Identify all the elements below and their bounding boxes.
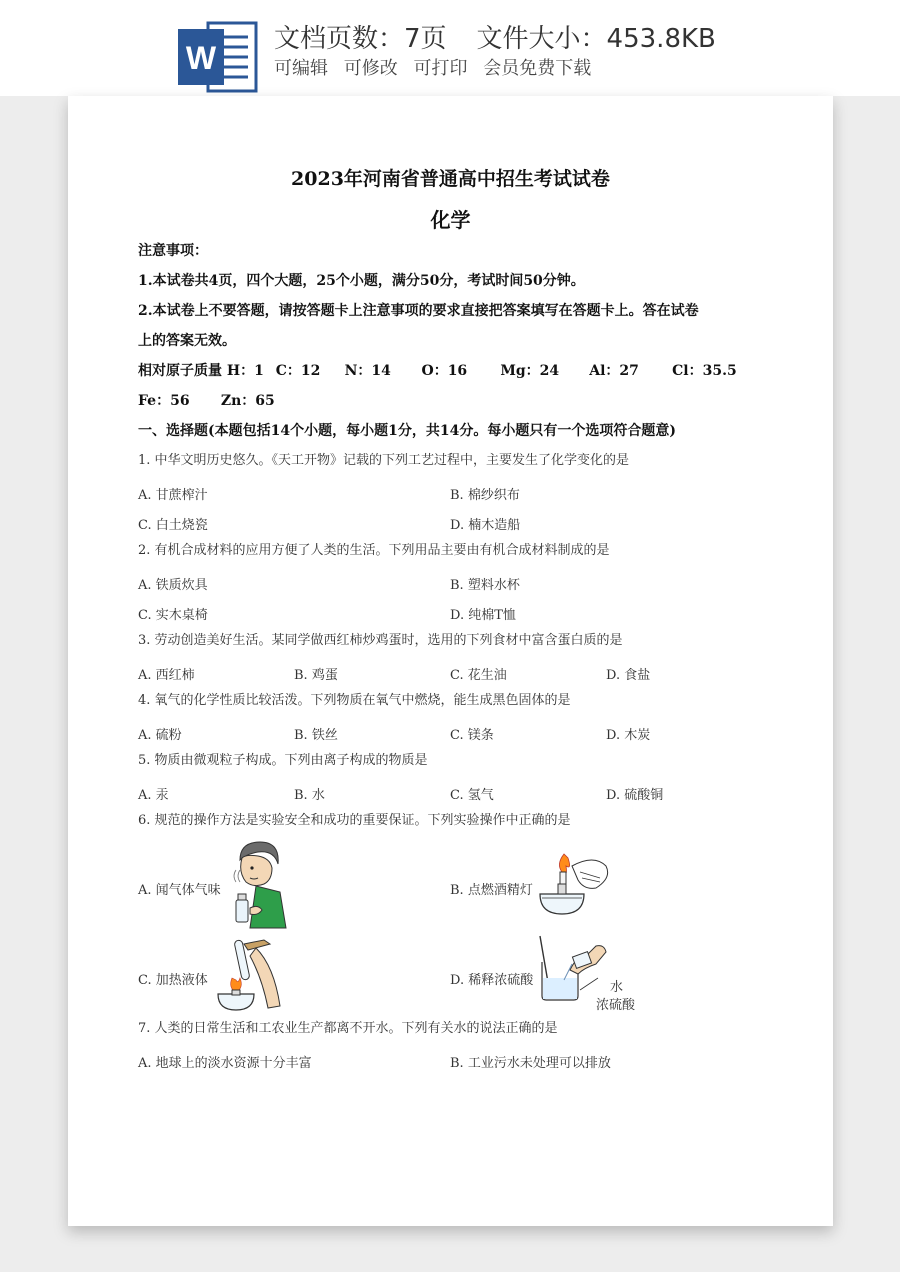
- question-4-stem: 4. 氧气的化学性质比较活泼。下列物质在氧气中燃烧，能生成黑色固体的是: [138, 693, 571, 708]
- smell-gas-illustration: [228, 838, 290, 930]
- mass-cl: Cl：35.5: [672, 363, 737, 379]
- mass-zn: Zn：65: [220, 393, 275, 409]
- notice-item-2-cont: 上的答案无效。: [138, 333, 236, 349]
- q2-option-a: A. 铁质炊具: [138, 578, 208, 593]
- q3-option-c: C. 花生油: [450, 668, 507, 683]
- atomic-masses-row-1: [138, 364, 737, 378]
- q1-option-b: B. 棉纱织布: [450, 488, 520, 503]
- mass-n: N：14: [344, 363, 391, 379]
- question-5-stem: 5. 物质由微观粒子构成。下列由离子构成的物质是: [138, 753, 428, 768]
- mass-fe: Fe：56: [138, 393, 190, 409]
- question-1-stem: 1. 中华文明历史悠久。《天工开物》记载的下列工艺过程中，主要发生了化学变化的是: [138, 453, 630, 468]
- atomic-mass-label: 相对原子质量: [138, 363, 222, 379]
- question-2-stem: 2. 有机合成材料的应用方便了人类的生活。下列用品主要由有机合成材料制成的是: [138, 543, 610, 558]
- q5-option-c: C. 氢气: [450, 788, 494, 803]
- q5-option-b: B. 水: [294, 788, 325, 803]
- file-info: [274, 18, 716, 55]
- feature-editable: 可编辑: [274, 58, 328, 79]
- q5-option-d: D. 硫酸铜: [606, 788, 664, 803]
- q3-option-a: A. 西红柿: [138, 668, 195, 683]
- q6-option-b: B. 点燃酒精灯: [450, 883, 533, 898]
- q4-option-d: D. 木炭: [606, 728, 651, 743]
- q2-option-d: D. 纯棉T恤: [450, 608, 516, 623]
- q1-option-c: C. 白土烧瓷: [138, 518, 208, 533]
- feature-modifiable: 可修改: [343, 58, 398, 79]
- figure-d-label-acid: 浓硫酸: [596, 998, 636, 1013]
- page-count: 文档页数：7页: [274, 24, 447, 54]
- feature-list: [274, 54, 601, 80]
- q2-option-c: C. 实木桌椅: [138, 608, 208, 623]
- q4-option-a: A. 硫粉: [138, 728, 182, 743]
- mass-al: Al：27: [589, 363, 639, 379]
- q3-option-b: B. 鸡蛋: [294, 668, 338, 683]
- feature-member-download[interactable]: 会员免费下载: [483, 58, 592, 79]
- heat-liquid-illustration: [204, 934, 288, 1014]
- download-banner: [0, 0, 900, 96]
- alcohol-lamp-illustration: [534, 848, 614, 920]
- question-3-stem: 3. 劳动创造美好生活。某同学做西红柿炒鸡蛋时，选用的下列食材中富含蛋白质的是: [138, 633, 623, 648]
- q7-option-a: A. 地球上的淡水资源十分丰富: [138, 1056, 312, 1071]
- q1-option-a: A. 甘蔗榨汁: [138, 488, 208, 503]
- exam-title: 2023年河南省普通高中招生考试试卷: [291, 168, 610, 190]
- q6-option-a: A. 闻气体气味: [138, 883, 221, 898]
- question-6-stem: 6. 规范的操作方法是实验安全和成功的重要保证。下列实验操作中正确的是: [138, 813, 571, 828]
- mass-c: C：12: [275, 363, 321, 379]
- figure-d-label-water: 水: [610, 980, 624, 995]
- mass-o: O：16: [421, 363, 468, 379]
- q7-option-b: B. 工业污水未处理可以排放: [450, 1056, 611, 1071]
- q3-option-d: D. 食盐: [606, 668, 651, 683]
- mass-h: H：1: [226, 363, 264, 379]
- word-document-icon: [178, 19, 258, 95]
- notice-item-2: 2.本试卷上不要答题，请按答题卡上注意事项的要求直接把答案填写在答题卡上。答在试卷: [138, 303, 699, 319]
- section-1-heading: 一、选择题(本题包括14个小题，每小题1分，共14分。每小题只有一个选项符合题意): [138, 423, 676, 439]
- q6-option-d: D. 稀释浓硫酸: [450, 973, 534, 988]
- svg-text:W: W: [185, 40, 217, 76]
- notice-item-1: 1.本试卷共4页，四个大题，25个小题，满分50分，考试时间50分钟。: [138, 273, 585, 289]
- notice-heading: 注意事项：: [138, 243, 208, 259]
- q4-option-c: C. 镁条: [450, 728, 494, 743]
- q1-option-d: D. 楠木造船: [450, 518, 521, 533]
- q2-option-b: B. 塑料水杯: [450, 578, 520, 593]
- dilute-acid-illustration: [534, 934, 614, 1002]
- exam-subject: 化学: [430, 208, 471, 232]
- document-page: [68, 96, 833, 1226]
- file-size: 文件大小：453.8KB: [476, 24, 716, 54]
- atomic-masses-row-2: [138, 394, 275, 408]
- feature-printable: 可打印: [413, 58, 468, 79]
- q4-option-b: B. 铁丝: [294, 728, 338, 743]
- mass-mg: Mg：24: [500, 363, 560, 379]
- question-7-stem: 7. 人类的日常生活和工农业生产都离不开水。下列有关水的说法正确的是: [138, 1021, 558, 1036]
- q6-option-c: C. 加热液体: [138, 973, 208, 988]
- q5-option-a: A. 汞: [138, 788, 169, 803]
